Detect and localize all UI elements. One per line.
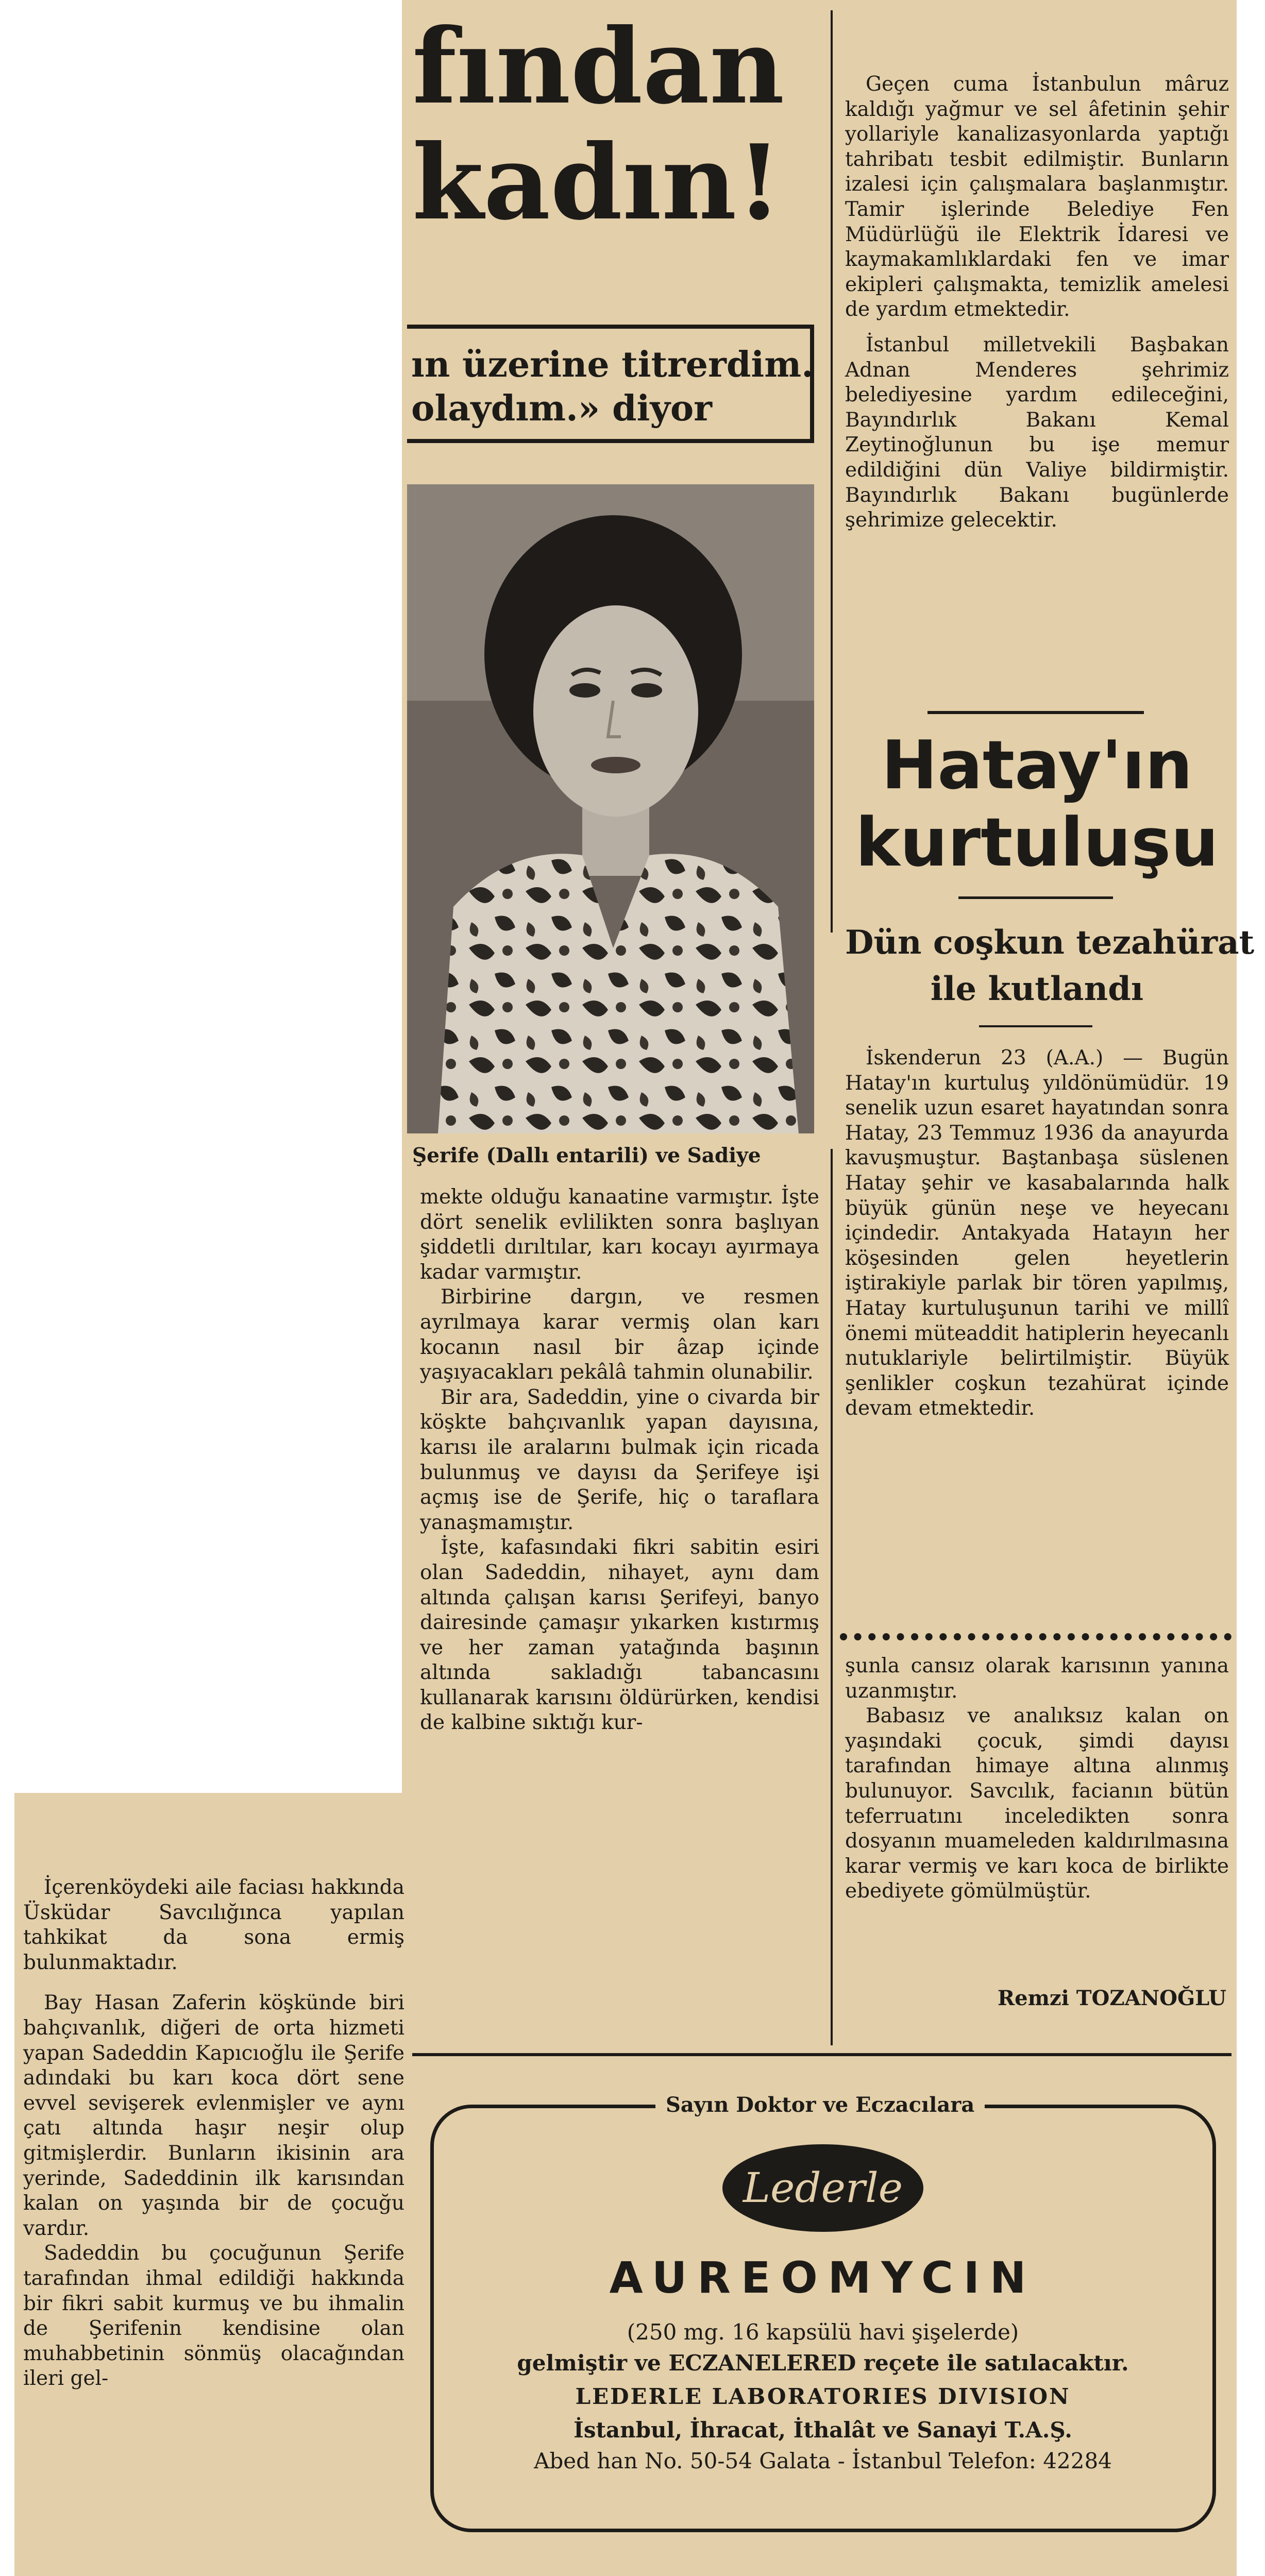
ad-line-4: İstanbul, İhracat, İthalât ve Sanayi T.A.Ş. [574, 2417, 1072, 2443]
middle-column-text [420, 1185, 819, 1736]
middle-paragraph: Birbirine dargın, ve resmen ayrılmaya karar vermiş olan karı kocanın nasıl bir âzap içinde yaşıyacakları pekâlâ tahmin olunabilir. [420, 1285, 819, 1384]
portrait-photo [407, 484, 814, 1133]
portrait-illustration [407, 484, 814, 1133]
hatay-headline-line1: Hatay'ın [881, 726, 1193, 804]
left-paragraph: Sadeddin bu çocuğunun Şerife tarafından ihmal edildiği hakkında bir fikri sabit kurmuş ve bu ihmalin de Şerifenin kendisine olan muhabbetinin sönmüş olacağından ileri gel- [23, 2242, 404, 2391]
right-bottom-paragraph: şunla cansız olarak karısının yanına uzanmıştır. [845, 1654, 1229, 1703]
left-column-text [23, 1875, 404, 2392]
section-rule [927, 711, 1144, 714]
hatay-subhead-line2: ile kutlandı [930, 970, 1144, 1008]
subhead-box [407, 325, 814, 443]
left-paragraph: İçerenköydeki aile faciası hakkında Üsküdar Savcılığınca yapılan tahkikat da sona ermiş bulunmaktadır. [23, 1876, 404, 1974]
ad-line-5: Abed han No. 50-54 Galata - İstanbul Telefon: 42284 [534, 2448, 1112, 2473]
right-paragraph: Geçen cuma İstanbulun mâruz kaldığı yağmur ve sel âfetinin şehir yollariyle kanalizasyonlarda yaptığı tahribatı tesbit edilmiştir. Bunların izalesi için çalışmalara başlanmıştır. Tamir işlerinde Belediye Fen Müdürlüğü ile Elektrik İdaresi ve kaymakamlıklardaki fen ve imar ekipleri çalışmakta, temizlik amelesi de yardım etmektedir. [845, 73, 1229, 321]
dotted-separator [840, 1633, 1232, 1640]
right-bottom-paragraph: Babasız ve analıksız kalan on yaşındaki çocuk, şimdi dayısı tarafından himaye altına alınmış bulunuyor. Savcılık, facianın bütün teferruatını inceledikten sonra dosyanın muameleden kaldırılmasına karar vermiş ve karı koca de birlikte ebediyete gömülmüştür. [845, 1704, 1229, 1903]
section-rule [958, 896, 1113, 899]
column-rule [831, 1149, 833, 2045]
section-rule [979, 1025, 1092, 1027]
lederle-logo-text: Lederle [743, 2164, 903, 2212]
ad-line-2: gelmiştir ve ECZANELERED reçete ile satılacaktır. [517, 2350, 1129, 2376]
right-top-text [845, 72, 1229, 533]
ad-line-3: LEDERLE LABORATORIES DIVISION [575, 2384, 1071, 2409]
subhead-line1: ın üzerine titrerdim. [411, 344, 814, 385]
ad-line-1: (250 mg. 16 kapsülü havi şişelerde) [627, 2319, 1019, 2345]
ad-top-rule [412, 2053, 1232, 2056]
middle-paragraph: mekte olduğu kanaatine varmıştır. İşte dört senelik evlilikten sonra başlıyan şiddetli dırıltılar, karı kocayı ayırmaya kadar varmıştır. [420, 1185, 819, 1284]
hatay-text [845, 1046, 1229, 1421]
hatay-headline-line2: kurtuluşu [855, 803, 1219, 882]
lederle-advertisement [430, 2093, 1216, 2532]
subhead-line2: olaydım.» diyor [411, 388, 713, 429]
ad-heading: Sayın Doktor ve Eczacılara [655, 2093, 985, 2117]
column-rule [831, 10, 833, 933]
hatay-subhead-line1: Dün coşkun tezahürat [845, 923, 1255, 962]
hatay-paragraph: İskenderun 23 (A.A.) — Bugün Hatay'ın kurtuluş yıldönümüdür. 19 senelik uzun esaret hayatından sonra Hatay, 23 Temmuz 1936 da anayurda kavuşmuştur. Baştanbaşa süslenen Hatay şehir ve kasabalarında halk büyük günün neşe ve heyecanı içindedir. Antakyada Hatayın her köşesinden gelen heyetlerin iştirakiyle parlak bir tören yapılmış, Hatay kurtuluşunun tarihi ve millî önemi müteaddit hatiplerin heyecanlı nutuklariyle belirtilmiştir. Büyük şenlikler coşkun tezahürat içinde devam etmektedir. [845, 1046, 1229, 1420]
middle-paragraph: İşte, kafasındaki fikri sabitin esiri olan Sadeddin, nihayet, aynı dam altında çalışan karısı Şerifeyi, banyo dairesinde çamaşır yıkarken kıstırmış ve her zaman yatağında başının altında sakladığı tabancasını kullanarak karısını öldürürken, kendisi de kalbine sıktığı kur- [420, 1536, 819, 1735]
photo-caption: Şerife (Dallı entarili) ve Sadiye [412, 1144, 761, 1167]
byline: Remzi TOZANOĞLU [997, 1986, 1226, 2010]
top-headline-line2: kadın! [412, 122, 782, 243]
top-headline-line1: fından [412, 6, 785, 127]
lederle-logo [722, 2144, 923, 2232]
left-paragraph: Bay Hasan Zaferin köşkünde biri bahçıvanlık, diğeri de orta hizmeti yapan Sadeddin Kapıcıoğlu ile Şerife adındaki bu karı koca dört sene evvel sevişerek evlenmişler ve aynı çatı altında haşır neşir olup gitmişlerdir. Bunların ikisinin ara yerinde, Sadeddinin ilk karısından kalan on yaşında bir de çocuğu vardır. [23, 1991, 404, 2240]
ad-product: AUREOMYCIN [609, 2252, 1037, 2303]
right-bottom-text [845, 1654, 1229, 1904]
middle-paragraph: Bir ara, Sadeddin, yine o civarda bir köşkte bahçıvanlık yapan dayısına, karısı ile aralarını bulmak için ricada bulunmuş ve dayısı da Şerifeye işi açmış ise de Şerife, hiç o taraflara yanaşmamıştır. [420, 1385, 819, 1534]
right-paragraph: İstanbul milletvekili Başbakan Adnan Menderes şehrimiz belediyesine yardım edileceğini, Bayındırlık Bakanı Kemal Zeytinoğlunun bu işe memur edildiğini dün Valiye bildirmiştir. Bayındırlık Bakanı bugünlerde şehrimize gelecektir. [845, 333, 1229, 532]
